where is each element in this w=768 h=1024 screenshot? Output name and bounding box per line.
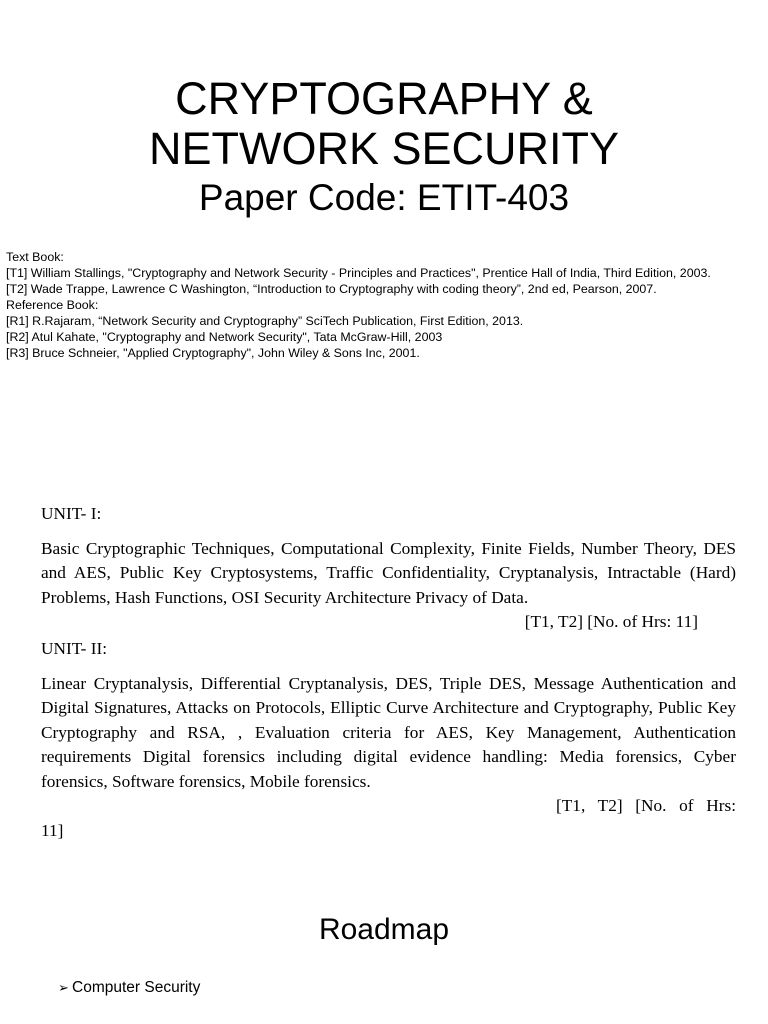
unit-content: Linear Cryptanalysis, Differential Cryptanalysis, DES, Triple DES, Message Authentication and Digital Signatures, Attacks on Protocols, Elliptic Curve Architecture and Cryptography, Public Key Cryptography and RSA, , Evaluation criteria for AES, Key Management, Authentication requirements Digital forensics including digital evidence handling: Media forensics, Cyber forensics, Software forensics, Mobile forensics.: [41, 673, 736, 791]
roadmap-heading: Roadmap: [318, 913, 450, 946]
text-book-entry: [T2] Wade Trappe, Lawrence C Washington, “Introduction to Cryptography with coding theory”, 2nd ed, Pearson, 2007.: [6, 282, 657, 296]
text-book-entry: [T1] William Stallings, "Cryptography and Network Security - Principles and Practices", Prentice Hall of India, Third Edition, 2003.: [6, 266, 711, 280]
unit-references: [T1, T2] [No. of Hrs:: [556, 796, 736, 815]
unit-references-continued: 11]: [41, 820, 64, 840]
reference-book-entry: [R3] Bruce Schneier, "Applied Cryptography", John Wiley & Sons Inc, 2001.: [6, 346, 420, 360]
roadmap-item-label: Computer Security: [72, 979, 201, 996]
unit-heading: UNIT- II:: [41, 639, 108, 658]
arrow-bullet-icon: ➢: [58, 980, 69, 995]
unit-references: [T1, T2] [No. of Hrs: 11]: [524, 612, 698, 631]
reference-book-label: Reference Book:: [6, 298, 99, 312]
reference-book-entry: [R1] R.Rajaram, “Network Security and Cryptography” SciTech Publication, First Edition, 2013.: [6, 314, 524, 328]
roadmap-item: [58, 978, 200, 998]
text-book-label: Text Book:: [6, 250, 64, 264]
unit-2-section: [41, 637, 736, 843]
unit-content: Basic Cryptographic Techniques, Computational Complexity, Finite Fields, Number Theory, DES and AES, Public Key Cryptosystems, Traffic Confidentiality, Cryptanalysis, Intractable (Hard) Problems, Hash Functions, OSI Security Architecture Privacy of Data.: [41, 538, 736, 607]
reference-book-entry: [R2] Atul Kahate, "Cryptography and Network Security", Tata McGraw-Hill, 2003: [6, 330, 443, 344]
unit-1-section: [41, 502, 736, 635]
paper-code: Paper Code: ETIT-403: [198, 177, 570, 218]
document-title-line1: CRYPTOGRAPHY &: [175, 73, 593, 124]
book-list: [6, 249, 758, 361]
unit-heading: UNIT- I:: [41, 504, 102, 523]
document-title-line2: NETWORK SECURITY: [148, 123, 620, 174]
